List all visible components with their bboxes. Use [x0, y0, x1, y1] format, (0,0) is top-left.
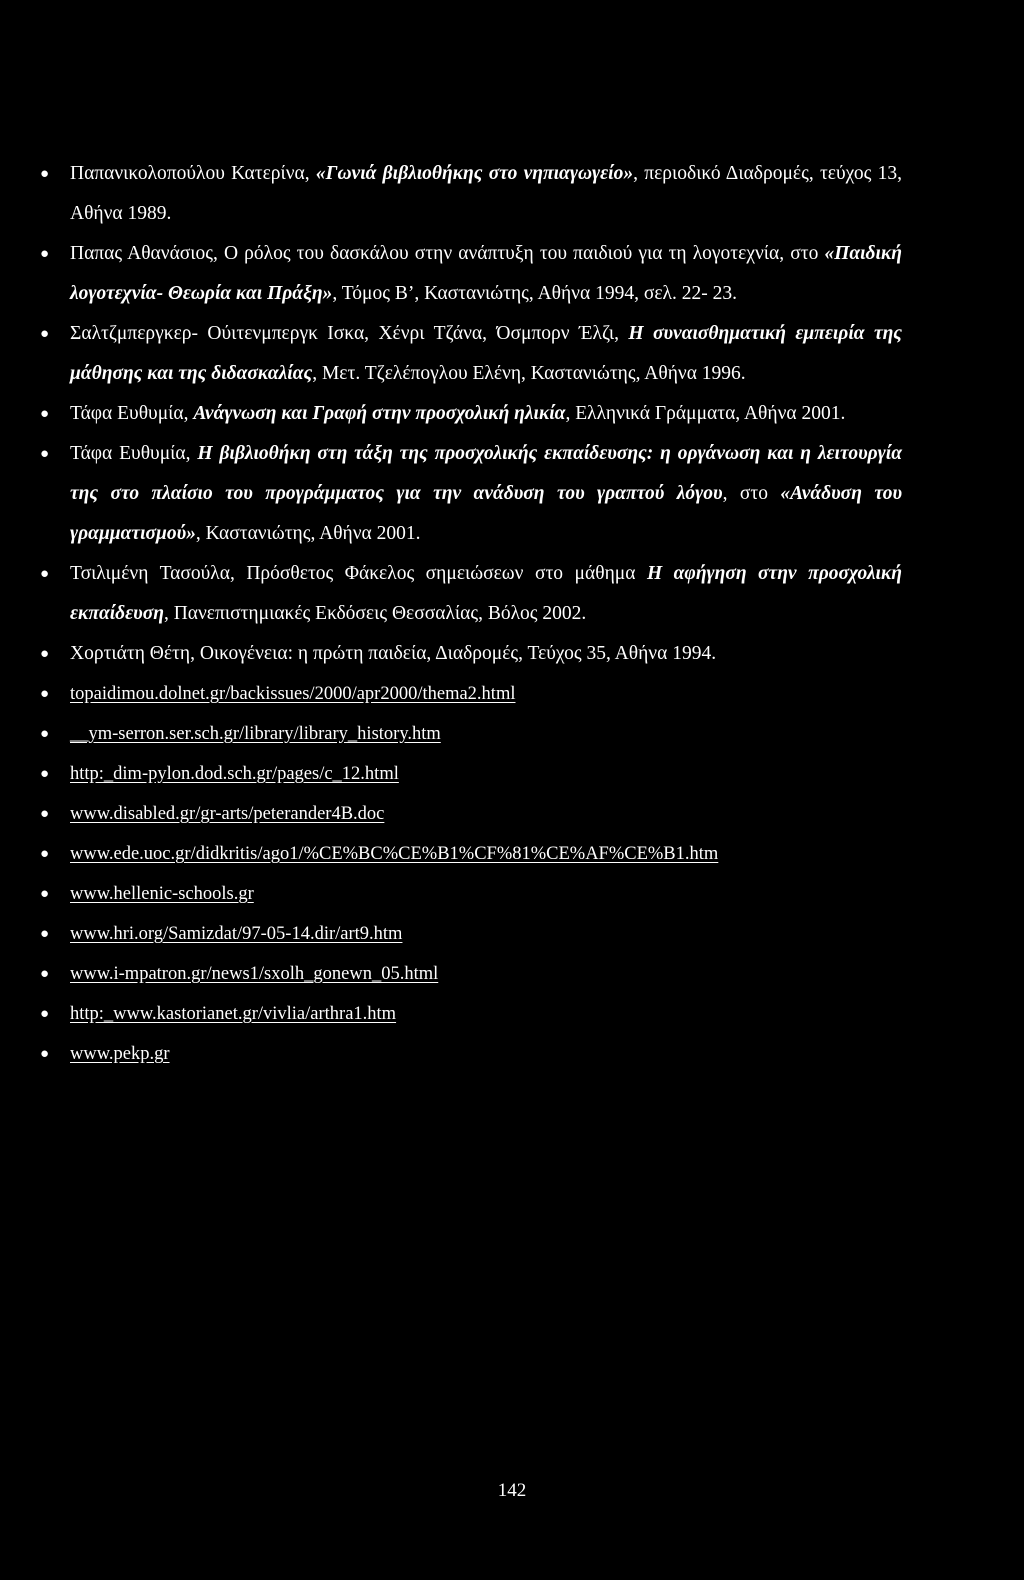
reference-entry	[0, 234, 1024, 314]
reference-title: Ανάγνωση και Γραφή στην προσχολική ηλικία	[193, 403, 566, 424]
reference-text: , στο	[722, 483, 781, 504]
web-source-entry	[0, 954, 1024, 994]
reference-text: , Ελληνικά Γράμματα, Αθήνα 2001.	[565, 403, 846, 424]
web-source-link[interactable]: www.hellenic-schools.gr	[70, 884, 254, 904]
bullet-icon: ●	[40, 806, 50, 822]
page-number: 142	[497, 1480, 527, 1501]
reference-entry	[0, 394, 1024, 434]
reference-title: «Γωνιά βιβλιοθήκης στο νηπιαγωγείο»	[315, 163, 634, 184]
web-source-link[interactable]: www.disabled.gr/gr-arts/peterander4B.doc	[70, 804, 385, 824]
reference-text: Παπανικολοπούλου Κατερίνα,	[70, 163, 316, 184]
reference-text: Τάφα Ευθυμία,	[70, 443, 198, 464]
bullet-icon: ●	[40, 926, 50, 942]
web-source-entry	[0, 834, 1024, 874]
web-source-entry	[0, 914, 1024, 954]
reference-text: Τσιλιμένη Τασούλα, Πρόσθετος Φάκελος σημειώσεων στο μάθημα	[70, 563, 647, 584]
reference-entry	[0, 154, 1024, 234]
web-source-link[interactable]: www.i-mpatron.gr/news1/sxolh_gonewn_05.html	[70, 964, 439, 984]
web-source-entry	[0, 674, 1024, 714]
reference-entry	[0, 434, 1024, 554]
bullet-icon: ●	[40, 686, 50, 702]
reference-text: Παπας Αθανάσιος, Ο ρόλος του δασκάλου στην ανάπτυξη του παιδιού για τη λογοτεχνία, στο	[70, 243, 825, 264]
bullet-icon: ●	[40, 1006, 50, 1022]
reference-title: Η αφήγηση στην προσχολική εκπαίδευση	[70, 563, 902, 624]
bullet-icon: ●	[40, 886, 50, 902]
reference-entry	[0, 634, 1024, 674]
web-source-entry	[0, 1034, 1024, 1074]
bullet-icon: ●	[40, 766, 50, 782]
bullet-icon: ●	[40, 326, 50, 342]
web-source-link[interactable]: __ym-serron.ser.sch.gr/library/library_history.htm	[70, 724, 441, 744]
bullet-icon: ●	[40, 726, 50, 742]
web-source-entry	[0, 754, 1024, 794]
web-source-entry	[0, 714, 1024, 754]
reference-text: , περιοδικό Διαδρομές, τεύχος 13, Αθήνα 1989.	[70, 163, 902, 224]
reference-text: Σαλτζμπεργκερ- Ούιτενμπεργκ Ισκα, Χένρι Τζάνα, Όσμπορν Έλζι,	[70, 323, 629, 344]
bullet-icon: ●	[40, 846, 50, 862]
bibliography-list	[0, 154, 1024, 1074]
reference-text: , Μετ. Τζελέπογλου Ελένη, Καστανιώτης, Αθήνα 1996.	[312, 363, 746, 384]
bullet-icon: ●	[40, 566, 50, 582]
web-source-entry	[0, 874, 1024, 914]
reference-title: Η βιβλιοθήκη στη τάξη της προσχολικής εκπαίδευσης: η οργάνωση και η λειτουργία της στο πλαίσιο του προγράμματος για την ανάδυση του γραπτού λόγου	[70, 443, 902, 504]
reference-entry	[0, 554, 1024, 634]
bullet-icon: ●	[40, 1046, 50, 1062]
bullet-icon: ●	[40, 966, 50, 982]
reference-text: Χορτιάτη Θέτη, Οικογένεια: η πρώτη παιδεία, Διαδρομές, Τεύχος 35, Αθήνα 1994.	[70, 643, 717, 664]
reference-text: Τάφα Ευθυμία,	[70, 403, 194, 424]
web-source-link[interactable]: www.pekp.gr	[70, 1044, 170, 1064]
bullet-icon: ●	[40, 646, 50, 662]
reference-title: Η συναισθηματική εμπειρία της μάθησης και της διδασκαλίας	[70, 323, 902, 384]
bullet-icon: ●	[40, 166, 50, 182]
bullet-icon: ●	[40, 446, 50, 462]
bullet-icon: ●	[40, 406, 50, 422]
web-source-link[interactable]: http:_www.kastorianet.gr/vivlia/arthra1.htm	[70, 1004, 397, 1024]
reference-title: «Ανάδυση του γραμματισμού»	[70, 483, 902, 544]
reference-text: , Πανεπιστημιακές Εκδόσεις Θεσσαλίας, Βόλος 2002.	[163, 603, 587, 624]
bullet-icon: ●	[40, 246, 50, 262]
web-source-entry	[0, 994, 1024, 1034]
web-source-link[interactable]: topaidimou.dolnet.gr/backissues/2000/apr2000/thema2.html	[70, 684, 516, 704]
reference-text: , Καστανιώτης, Αθήνα 2001.	[195, 523, 421, 544]
reference-text: , Τόμος Β’, Καστανιώτης, Αθήνα 1994, σελ. 22- 23.	[332, 283, 737, 304]
reference-entry	[0, 314, 1024, 394]
web-source-link[interactable]: http:_dim-pylon.dod.sch.gr/pages/c_12.html	[70, 764, 399, 784]
reference-title: «Παιδική λογοτεχνία- Θεωρία και Πράξη»	[70, 243, 902, 304]
web-source-entry	[0, 794, 1024, 834]
web-source-link[interactable]: www.hri.org/Samizdat/97-05-14.dir/art9.htm	[70, 924, 403, 944]
web-source-link[interactable]: www.ede.uoc.gr/didkritis/ago1/%CE%BC%CE%B1%CF%81%CE%AF%CE%B1.htm	[70, 844, 719, 864]
